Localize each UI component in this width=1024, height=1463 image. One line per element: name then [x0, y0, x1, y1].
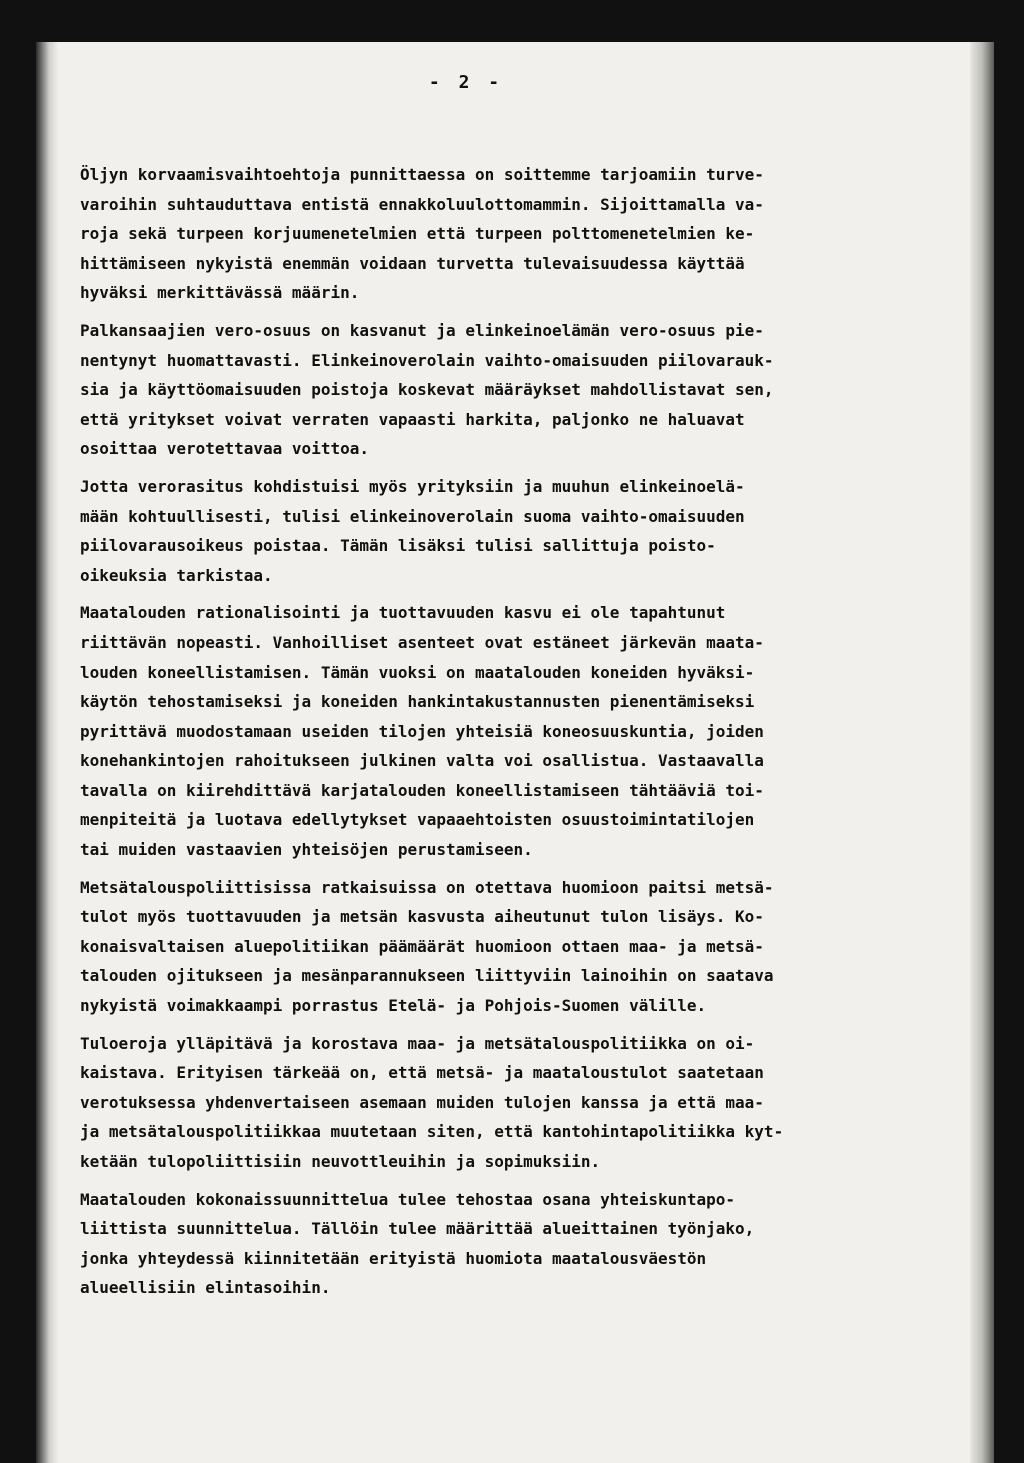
- text-line: Öljyn korvaamisvaihtoehtoja punnittaessa on soittemme tarjoamiin turve-: [80, 165, 764, 184]
- text-line: varoihin suhtauduttava entistä ennakkoluulottomammin. Sijoittamalla va-: [80, 194, 764, 214]
- text-line: verotuksessa yhdenvertaiseen asemaan muiden tulojen kanssa ja että maa-: [80, 1092, 764, 1112]
- text-line: konaisvaltaisen aluepolitiikan päämäärät huomioon ottaen maa- ja metsä-: [80, 936, 764, 956]
- text-line: tulot myös tuottavuuden ja metsän kasvusta aiheutunut tulon lisäys. Ko-: [80, 907, 764, 927]
- text-line: Palkansaajien vero-osuus on kasvanut ja elinkeinoelämän vero-osuus pie-: [80, 320, 764, 340]
- text-line: että yritykset voivat verraten vapaasti harkita, paljonko ne haluavat: [80, 409, 745, 429]
- page-number: - 2 -: [428, 72, 504, 93]
- page-gutter-shadow: [36, 42, 58, 1463]
- text-line: sia ja käyttöomaisuuden poistoja koskevat määräykset mahdollistavat sen,: [80, 380, 774, 400]
- text-line: konehankintojen rahoitukseen julkinen valta voi osallistua. Vastaavalla: [80, 751, 764, 771]
- paragraph: [80, 1029, 900, 1177]
- text-line: hyväksi merkittävässä määrin.: [80, 283, 360, 303]
- document-body: [80, 160, 900, 1311]
- document-page: [36, 42, 994, 1463]
- text-line: louden koneellistamisen. Tämän vuoksi on maatalouden koneiden hyväksi-: [80, 662, 755, 682]
- text-line: roja sekä turpeen korjuumenetelmien että turpeen polttomenetelmien ke-: [80, 224, 755, 244]
- paragraph: [80, 1185, 900, 1303]
- text-line: ja metsätalouspolitiikkaa muutetaan siten, että kantohintapolitiikka kyt-: [80, 1122, 784, 1142]
- paragraph: [80, 873, 900, 1021]
- text-line: menpiteitä ja luotava edellytykset vapaaehtoisten osuustoimintatilojen: [80, 810, 755, 830]
- text-line: Jotta verorasitus kohdistuisi myös yrityksiin ja muuhun elinkeinoelä-: [80, 476, 745, 496]
- text-line: tavalla on kiirehdittävä karjatalouden koneellistamiseen tähtääviä toi-: [80, 780, 764, 800]
- text-line: osoittaa verotettavaa voittoa.: [80, 439, 369, 459]
- text-line: kaistava. Erityisen tärkeää on, että metsä- ja maataloustulot saatetaan: [80, 1063, 764, 1083]
- paragraph: [80, 472, 900, 590]
- text-line: talouden ojitukseen ja mesänparannukseen liittyviin lainoihin on saatava: [80, 966, 774, 986]
- text-line: tai muiden vastaavien yhteisöjen perustamiseen.: [80, 840, 533, 860]
- text-line: Maatalouden kokonaissuunnittelua tulee tehostaa osana yhteiskuntapo-: [80, 1189, 736, 1209]
- text-line: Tuloeroja ylläpitävä ja korostava maa- ja metsätalouspolitiikka on oi-: [80, 1033, 755, 1053]
- text-line: Maatalouden rationalisointi ja tuottavuuden kasvu ei ole tapahtunut: [80, 603, 726, 623]
- text-line: nentynyt huomattavasti. Elinkeinoverolain vaihto-omaisuuden piilovarauk-: [80, 350, 774, 370]
- text-line: piilovarausoikeus poistaa. Tämän lisäksi tulisi sallittuja poisto-: [80, 536, 716, 556]
- text-line: ketään tulopoliittisiin neuvottleuihin ja sopimuksiin.: [80, 1152, 601, 1171]
- text-line: hittämiseen nykyistä enemmän voidaan turvetta tulevaisuudessa käyttää: [80, 253, 745, 273]
- paragraph: [80, 316, 900, 464]
- text-line: riittävän nopeasti. Vanhoilliset asenteet ovat estäneet järkevän maata-: [80, 632, 764, 652]
- text-line: nykyistä voimakkaampi porrastus Etelä- ja Pohjois-Suomen välille.: [80, 996, 707, 1016]
- text-line: oikeuksia tarkistaa.: [80, 565, 273, 585]
- paragraph: [80, 160, 900, 308]
- text-line: pyrittävä muodostamaan useiden tilojen yhteisiä koneosuuskuntia, joiden: [80, 721, 764, 741]
- text-line: jonka yhteydessä kiinnitetään erityistä huomiota maatalousväestön: [80, 1248, 707, 1268]
- text-line: mään kohtuullisesti, tulisi elinkeinoverolain suoma vaihto-omaisuuden: [80, 506, 745, 526]
- paragraph: [80, 598, 900, 864]
- page-edge: [970, 42, 994, 1463]
- text-line: alueellisiin elintasoihin.: [80, 1278, 331, 1298]
- text-line: liittista suunnittelua. Tällöin tulee määrittää alueittainen työnjako,: [80, 1219, 755, 1239]
- text-line: Metsätalouspoliittisissa ratkaisuissa on otettava huomioon paitsi metsä-: [80, 877, 774, 897]
- text-line: käytön tehostamiseksi ja koneiden hankintakustannusten pienentämiseksi: [80, 692, 755, 712]
